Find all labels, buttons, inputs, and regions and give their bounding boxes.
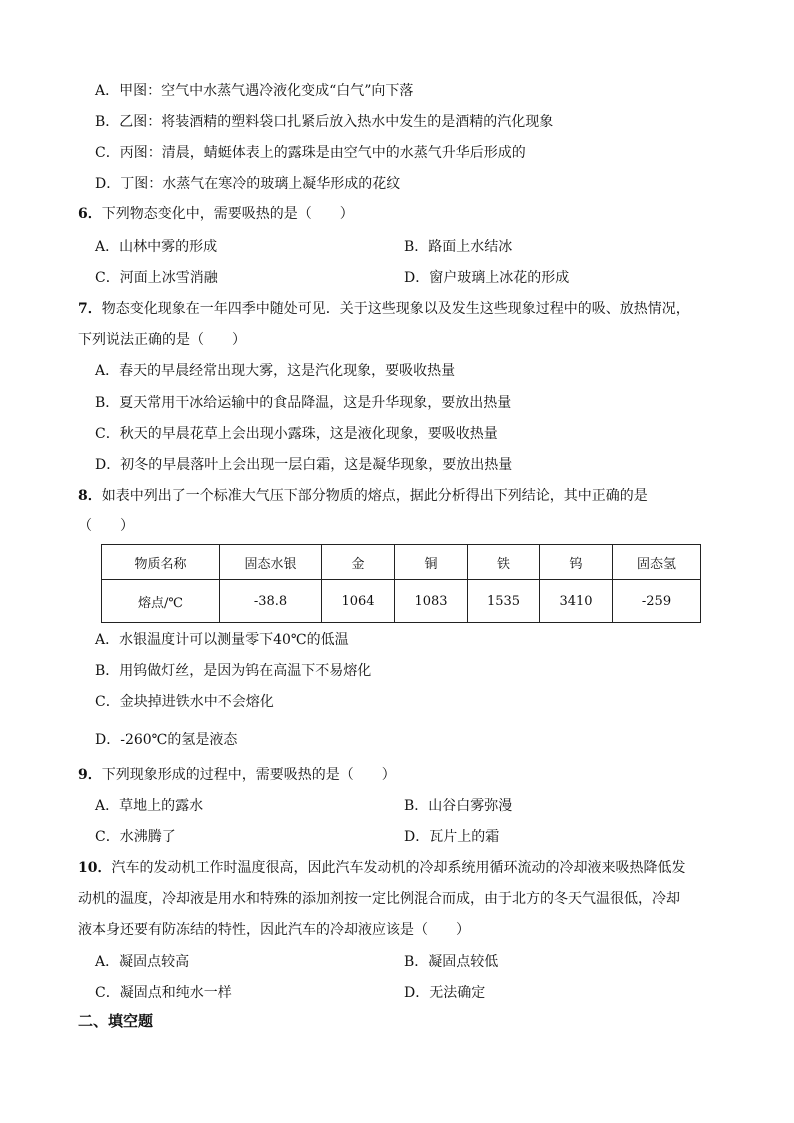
table-cell: 1064 [322,580,395,623]
option-c: C．丙图：清晨，蜻蜓体表上的露珠是由空气中的水蒸气升华后形成的 [95,145,526,161]
q7-option-d: D．初冬的早晨落叶上会出现一层白霜，这是凝华现象，要放出热量 [95,457,513,473]
q8-option-b: B．用钨做灯丝，是因为钨在高温下不易熔化 [95,663,372,679]
q8-option-c: C．金块掉进铁水中不会熔化 [95,694,274,710]
question-text: 汽车的发动机工作时温度很高，因此汽车发动机的冷却系统用循环流动的冷却液来吸热降低发 [111,860,686,876]
q7-option-c: C．秋天的早晨花草上会出现小露珠，这是液化现象，要吸收热量 [95,426,498,442]
table-cell: 熔点/℃ [102,580,220,623]
q6-option-a: A．山林中雾的形成 [95,239,218,255]
table-cell: 固态水银 [220,545,322,580]
section-heading: 二、填空题 [78,1012,154,1030]
q7-option-b: B．夏天常用干冰给运输中的食品降温，这是升华现象，要放出热量 [95,395,512,411]
q10-option-a: A．凝固点较高 [95,954,190,970]
option-b: B．乙图：将装酒精的塑料袋口扎紧后放入热水中发生的是酒精的汽化现象 [95,114,554,130]
q6-option-b: B．路面上水结冰 [404,239,513,255]
table-row [102,580,701,623]
q9-option-b: B．山谷白雾弥漫 [404,798,513,814]
table-cell: 物质名称 [102,545,220,580]
table-cell: 固态氢 [613,545,701,580]
table-cell: 钨 [540,545,613,580]
question-text: 下列物态变化中，需要吸热的是（ ） [101,206,354,222]
question-8-stem-cont: （ ） [78,518,134,534]
option-d: D．丁图：水蒸气在寒冷的玻璃上凝华形成的花纹 [95,176,401,192]
table-cell: -259 [613,580,701,623]
q10-option-c: C．凝固点和纯水一样 [95,985,232,1001]
question-6-stem [78,204,354,224]
q10-option-b: B．凝固点较低 [404,954,499,970]
q8-option-d: D．-260℃的氢是液态 [95,732,238,748]
question-number: 9． [78,767,102,783]
question-number: 6． [78,206,102,222]
q8-option-a: A．水银温度计可以测量零下40℃的低温 [95,632,349,648]
table-cell: 3410 [540,580,613,623]
table-cell: 1535 [468,580,540,623]
question-8-stem [78,486,648,506]
q9-option-d: D．瓦片上的霜 [404,829,500,845]
question-number: 10． [78,860,112,876]
question-text: 物态变化现象在一年四季中随处可见．关于这些现象以及发生这些现象过程中的吸、放热情况， [101,301,690,317]
q9-option-a: A．草地上的露水 [95,798,204,814]
question-7-stem [78,299,690,319]
q10-option-d: D．无法确定 [404,985,486,1001]
table-cell: 1083 [395,580,468,623]
table-header-row [102,545,701,580]
q7-option-a: A．春天的早晨经常出现大雾，这是汽化现象，要吸收热量 [95,363,456,379]
table-cell: 金 [322,545,395,580]
question-number: 7． [78,301,102,317]
question-10-stem [78,858,685,878]
q6-option-c: C．河面上冰雪消融 [95,270,218,286]
question-text: 如表中列出了一个标准大气压下部分物质的熔点，据此分析得出下列结论，其中正确的是 [101,488,648,504]
question-7-stem-cont: 下列说法正确的是（ ） [78,332,246,348]
table-cell: -38.8 [220,580,322,623]
question-10-stem-cont: 动机的温度，冷却液是用水和特殊的添加剂按一定比例混合而成，由于北方的冬天气温很低，冷却 [78,891,680,907]
question-10-stem-cont: 液本身还要有防冻结的特性，因此汽车的冷却液应该是（ ） [78,922,470,938]
q6-option-d: D．窗户玻璃上冰花的形成 [404,270,570,286]
table-cell: 铁 [468,545,540,580]
option-a: A．甲图：空气中水蒸气遇冷液化变成“白气”向下落 [95,83,414,99]
table-cell: 铜 [395,545,468,580]
question-number: 8． [78,488,102,504]
melting-point-table [101,544,701,623]
question-text: 下列现象形成的过程中，需要吸热的是（ ） [101,767,396,783]
q9-option-c: C．水沸腾了 [95,829,176,845]
question-9-stem [78,765,396,785]
